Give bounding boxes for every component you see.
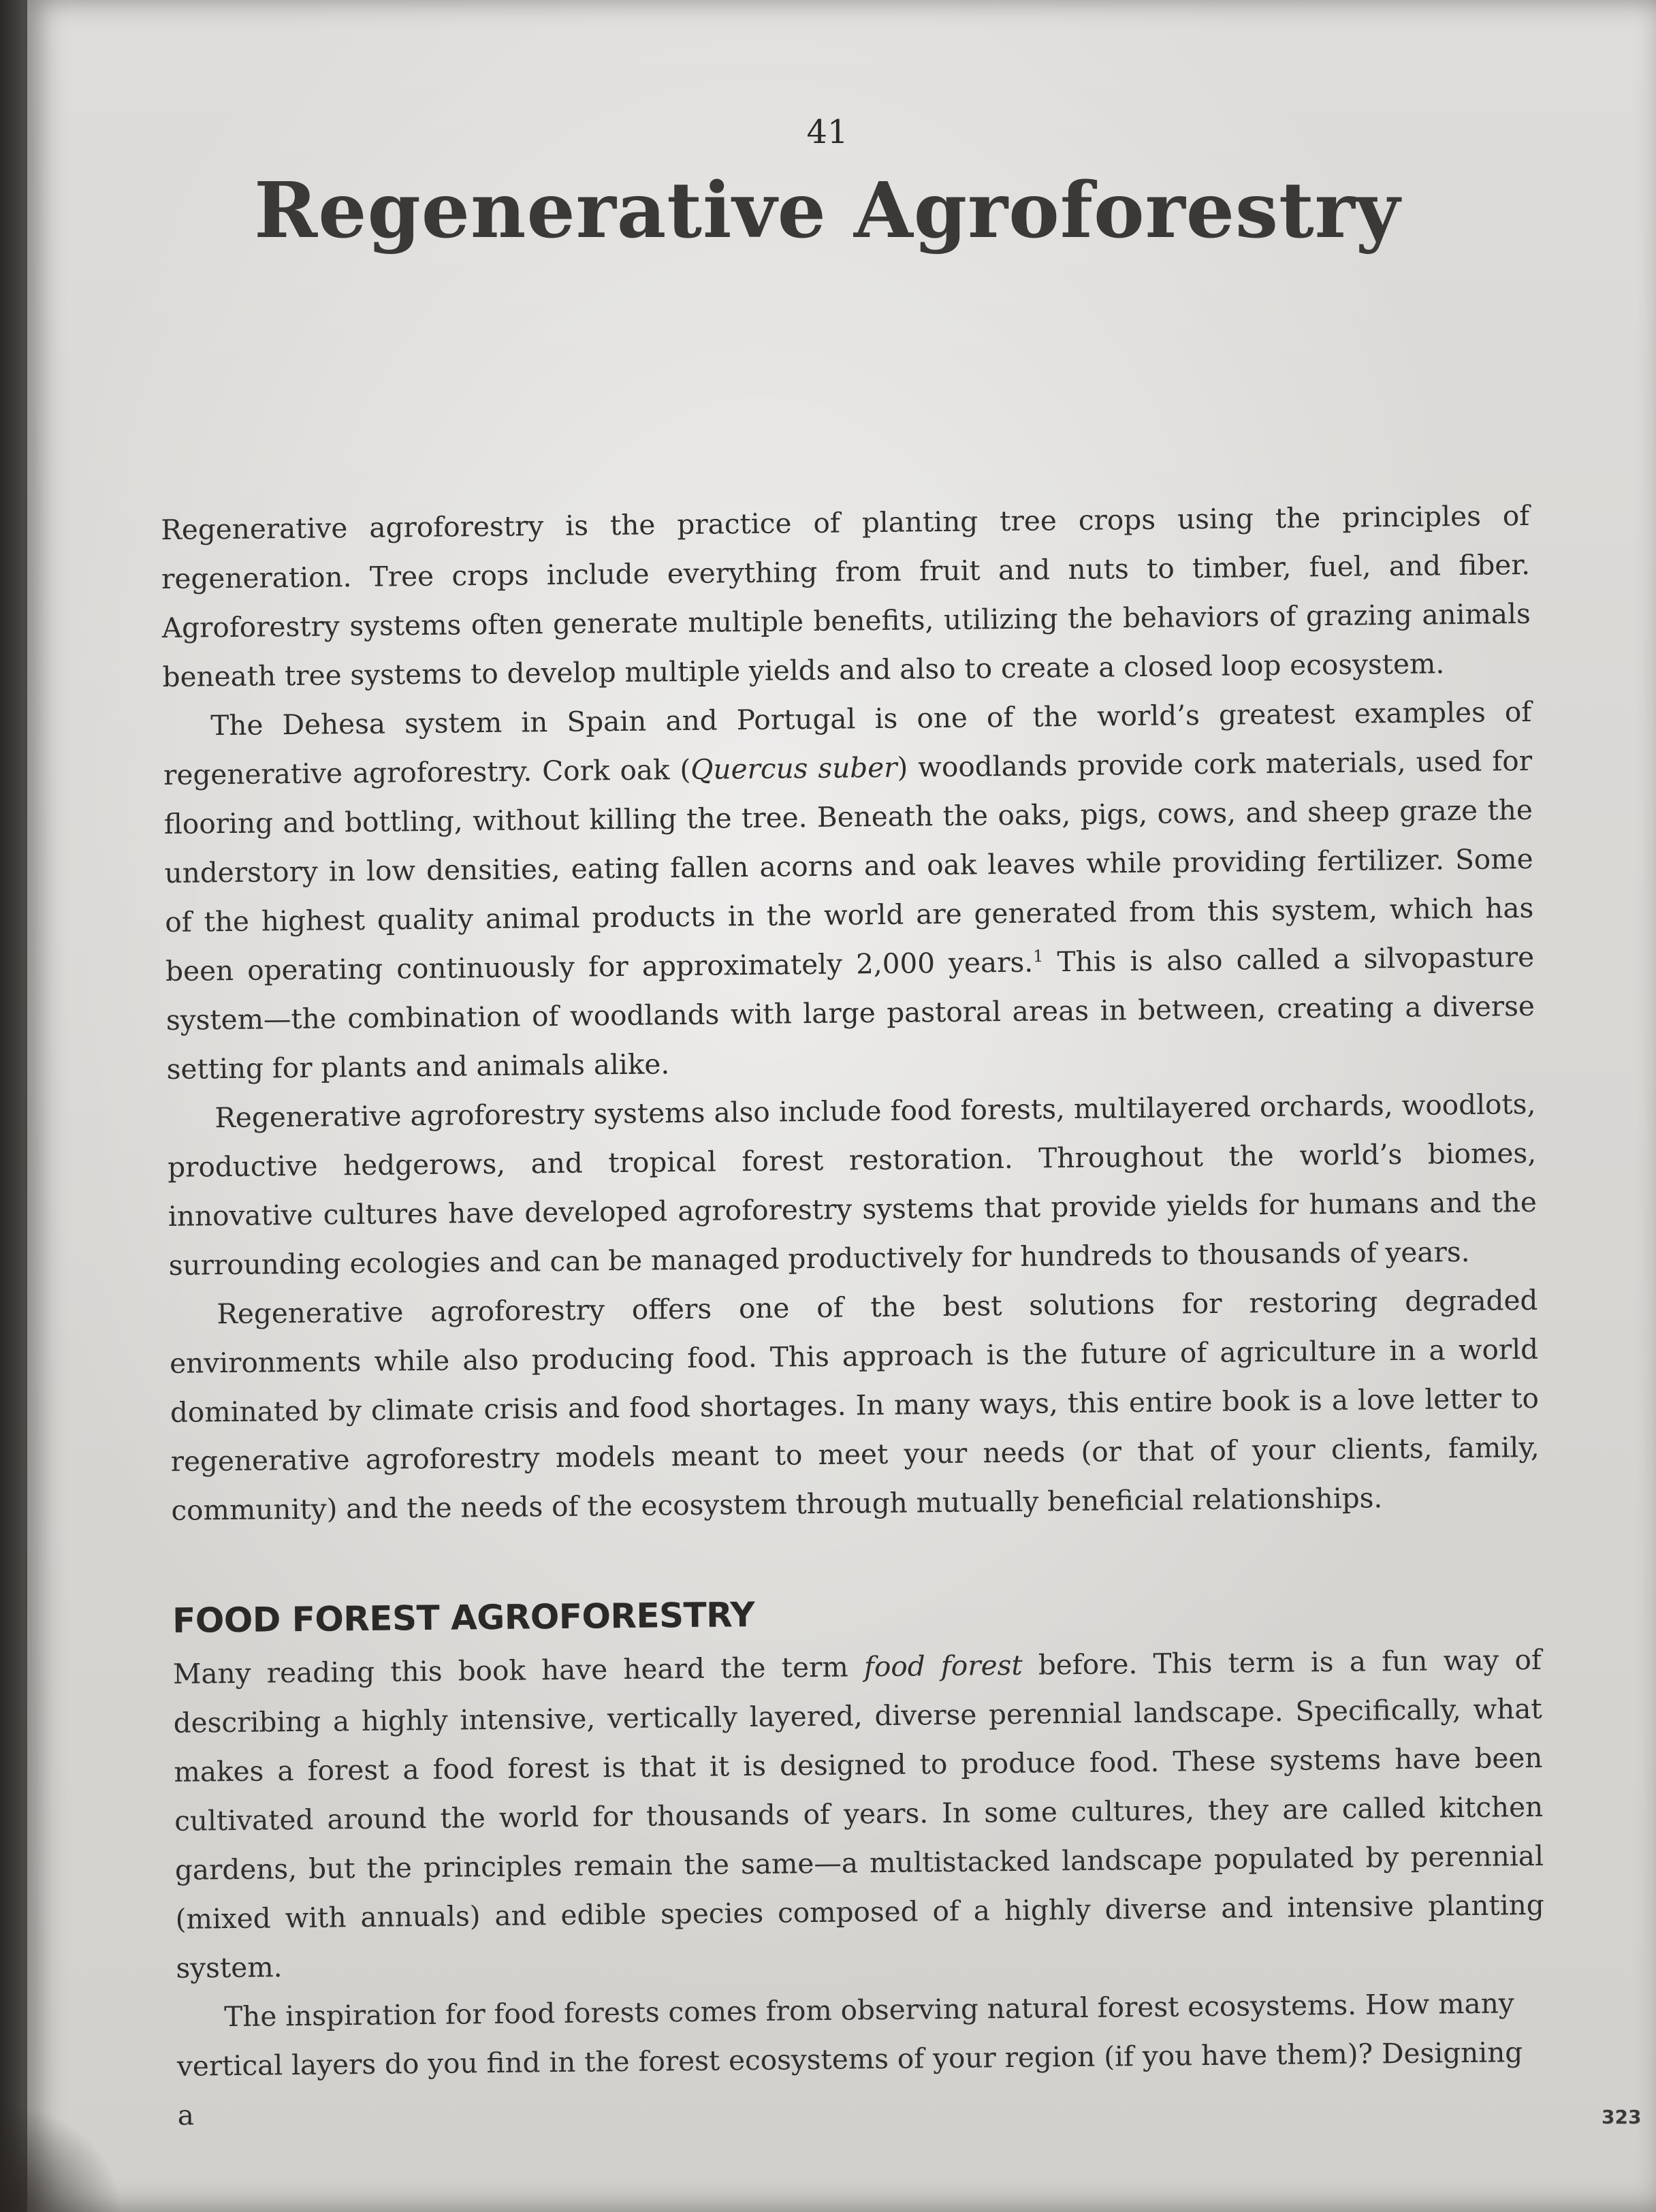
footnote-marker[interactable]: 1 — [1032, 946, 1044, 966]
page-number: 323 — [1602, 2106, 1642, 2128]
body-text — [161, 491, 1546, 2140]
paragraph-food-forest-text-1: Many reading this book have heard the term — [172, 1650, 865, 1690]
book-page — [27, 0, 1656, 2212]
chapter-title: Regenerative Agroforestry — [254, 166, 1401, 255]
paragraph-solutions: Regenerative agroforestry offers one of the best solutions for restoring degraded environments while also producing food. This approach is the future of agriculture in a world dominated by climate crisis and food shortages. In many ways, this entire book is a love letter to regenerative agroforestry models meant to meet your needs (or that of your clients, family, community) and the needs of the ecosystem through mutually beneficial relationships. — [169, 1283, 1540, 1527]
paragraph-dehesa — [163, 687, 1535, 1094]
section-heading: FOOD FOREST AGROFORESTRY — [172, 1594, 755, 1641]
paragraph-food-forest — [173, 1635, 1545, 1993]
paragraph-food-forest-text-2: before. This term is a fun way of describing a highly intensive, vertically layered, diverse perennial landscape. Specifically, what makes a forest a food forest is that it is designed to produce food. These systems have been cultivated around the world for thousands of years. In some cultures, they are called kitchen gardens, but the principles remain the same—a multistacked landscape populated by perennial (mixed with annuals) and edible species composed of a highly diverse and intensive planting system. — [173, 1643, 1544, 1985]
paragraph-dehesa-text-1: The Dehesa system in Spain and Portugal is one of the world’s greatest examples of regenerative agroforestry. Cork oak ( — [163, 695, 1532, 791]
term-food-forest: food forest — [863, 1648, 1023, 1684]
paragraph-dehesa-text-3: This is also called a silvopasture system—the combination of woodlands with large pastoral areas in between, creating a diverse setting for plants and animals alike. — [165, 940, 1535, 1086]
page-edge-shadow — [0, 2103, 123, 2212]
paragraph-dehesa-text-2: ) woodlands provide cork materials, used for flooring and bottling, without killing the tree. Beneath the oaks, pigs, cows, and sheep graze the understory in low densities, eating fallen acorns and oak leaves while providing fertilizer. Some of the highest quality animal products in the world are generated from this system, which has been operating continuously for approximately 2,000 years. — [163, 744, 1534, 988]
paragraph-intro: Regenerative agroforestry is the practice of planting tree crops using the principles of regeneration. Tree crops include everything from fruit and nuts to timber, fuel, and fiber. Agroforestry systems often generate multiple benefits, utilizing the behaviors of grazing animals beneath tree systems to develop multiple yields and also to create a closed loop ecosystem. — [161, 499, 1531, 693]
paragraph-systems: Regenerative agroforestry systems also include food forests, multilayered orchards, woodlots, productive hedgerows, and tropical forest restoration. Throughout the world’s biomes, innovative cultures have developed agroforestry systems that provide yields for humans and the surrounding ecologies and can be managed productively for hundreds to thousands of years. — [167, 1087, 1538, 1282]
species-name: Quercus suber — [690, 750, 897, 786]
chapter-number: 41 — [806, 113, 848, 151]
paragraph-inspiration: The inspiration for food forests comes from observing natural forest ecosystems. How many vertical layers do you find in the forest ecosystems of your region (if you have them)? Designing a — [176, 1987, 1523, 2132]
